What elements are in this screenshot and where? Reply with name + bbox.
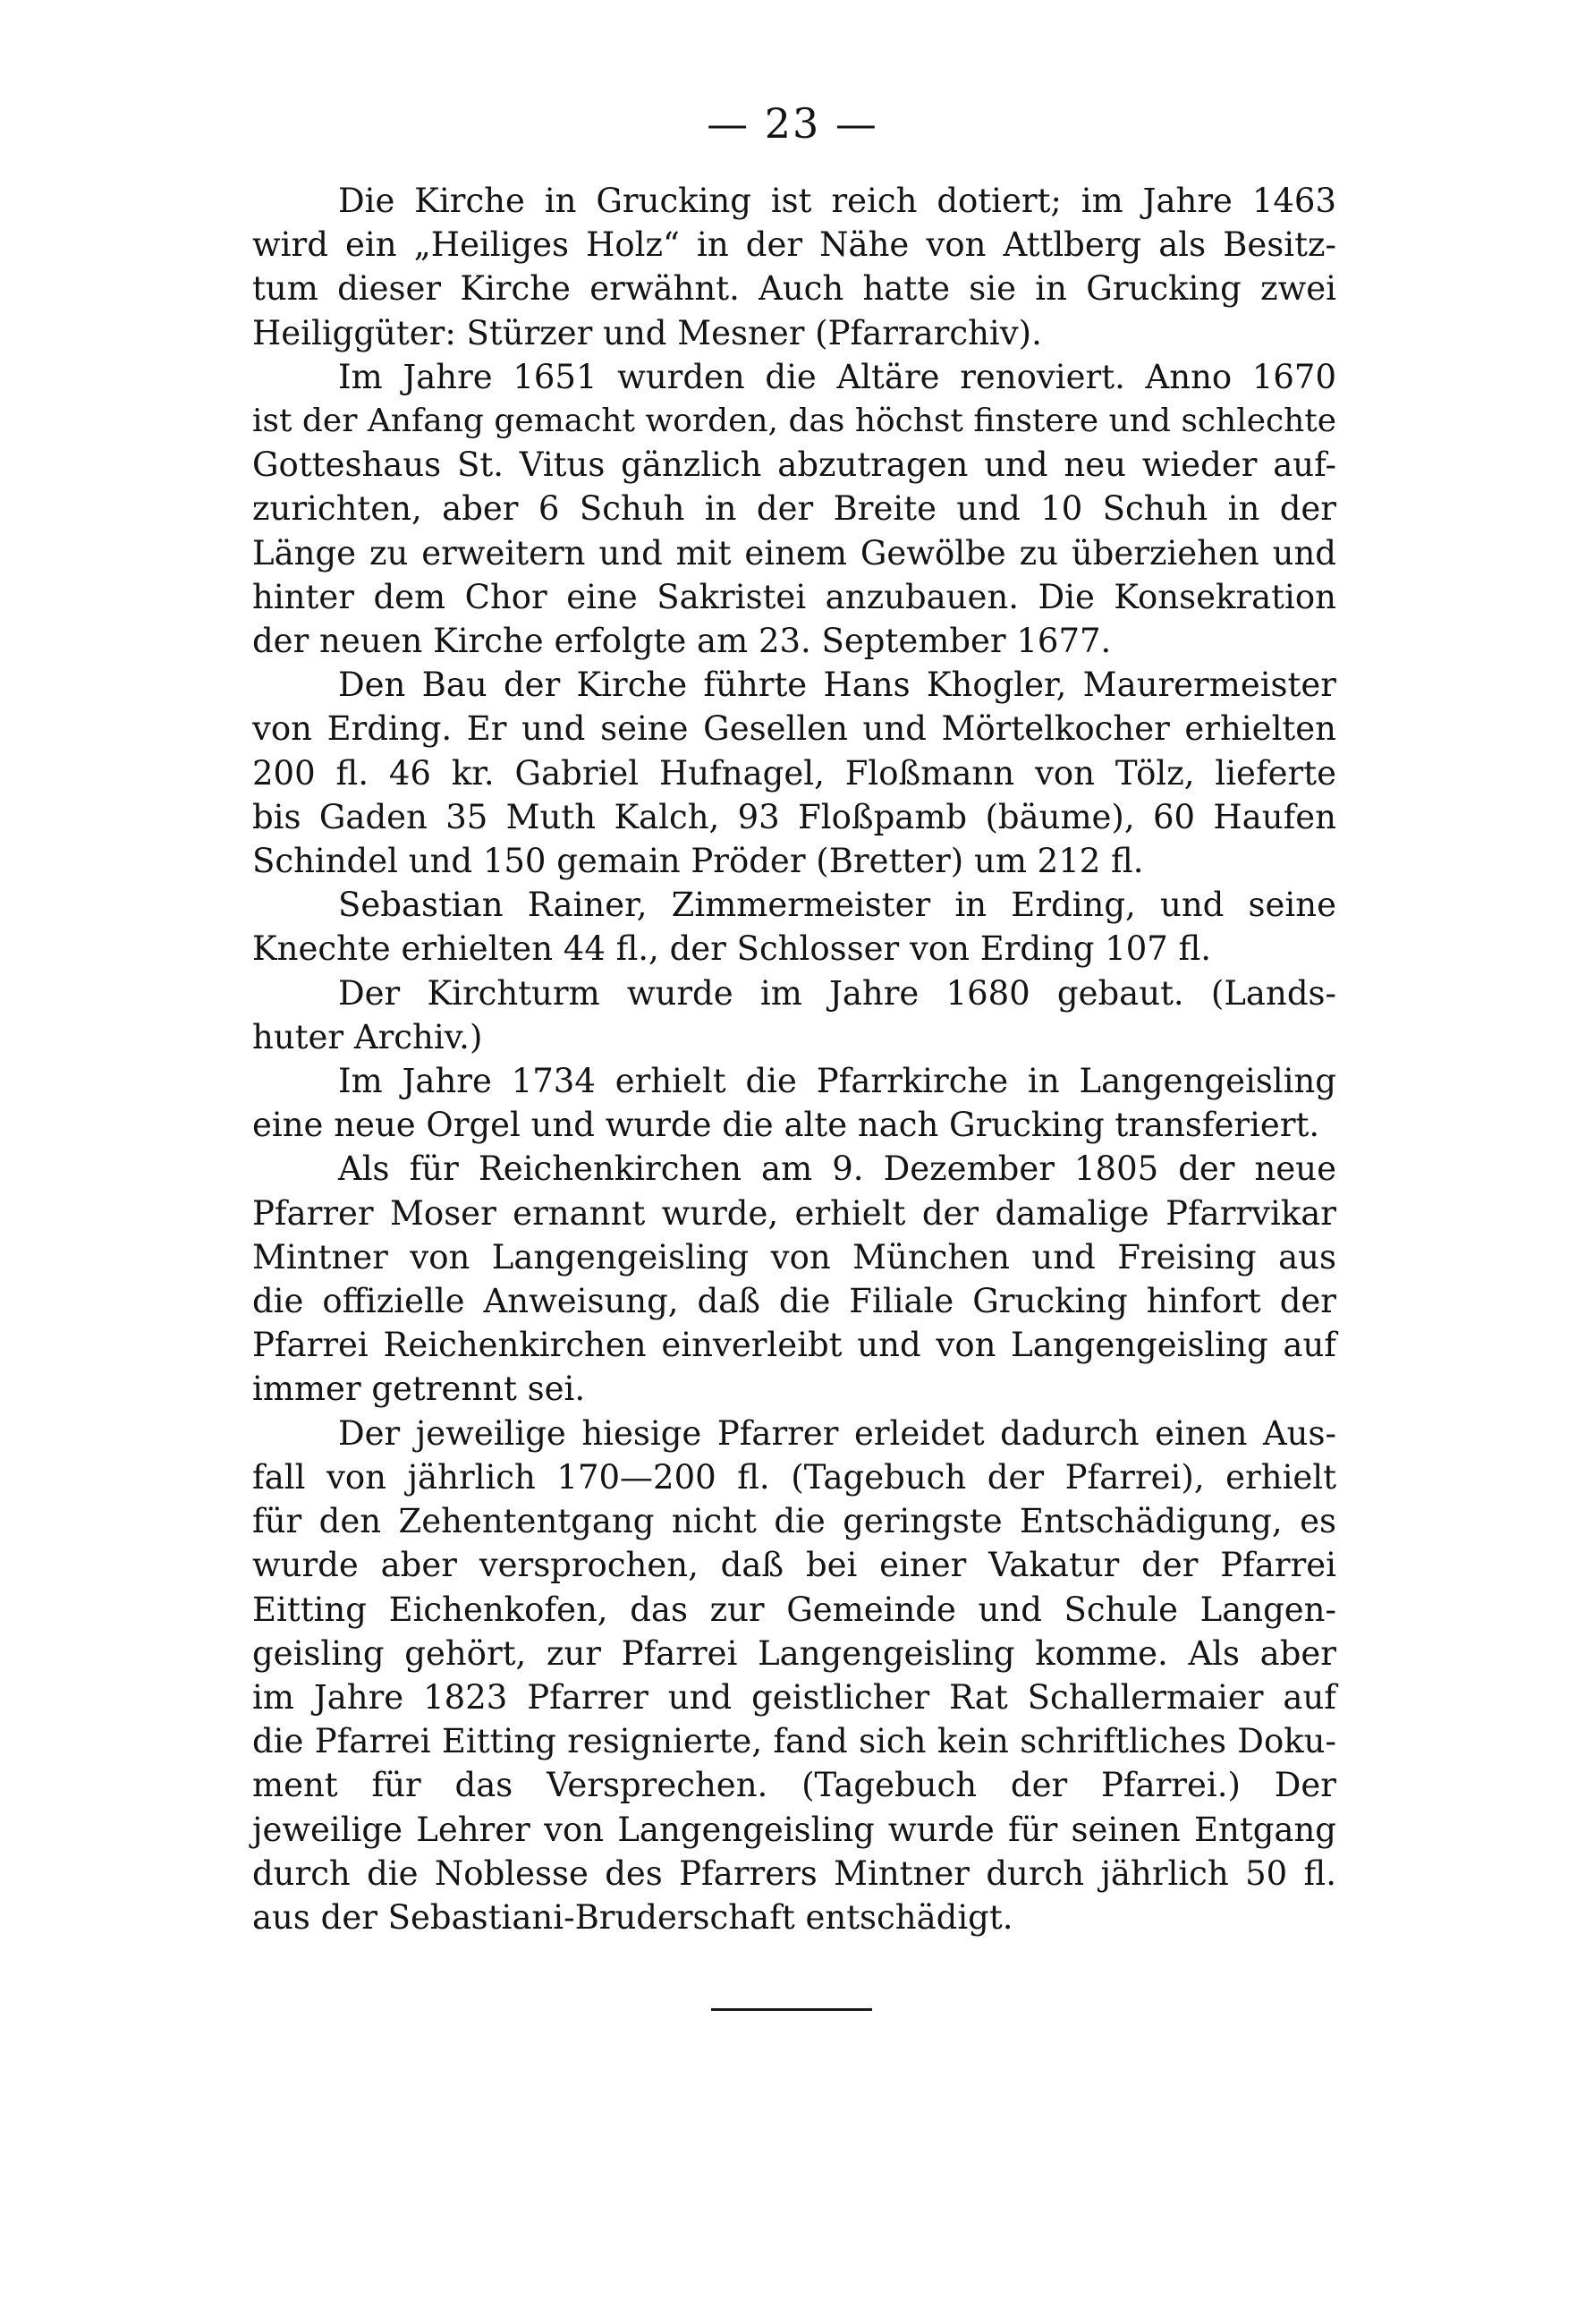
paragraph-8 bbox=[252, 1412, 1336, 1939]
text-line: von Erding. Er und seine Gesellen und Mörtelkocher erhielten bbox=[252, 709, 1336, 749]
text-line: Pfarrer Moser ernannt wurde, erhielt der damalige Pfarrvikar bbox=[252, 1193, 1336, 1233]
text-line: hinter dem Chor eine Sakristei anzubauen. Die Konsekration bbox=[252, 577, 1336, 616]
paragraph-6 bbox=[252, 1059, 1336, 1147]
text-line: eine neue Orgel und wurde die alte nach Grucking transferiert. bbox=[252, 1106, 1320, 1145]
body-text bbox=[252, 179, 1336, 1939]
paragraph-1 bbox=[252, 179, 1336, 355]
text-line: die Pfarrei Eitting resignierte, fand sich kein schriftliches Doku- bbox=[252, 1722, 1336, 1761]
text-line: Im Jahre 1651 wurden die Altäre renoviert. Anno 1670 bbox=[338, 357, 1336, 396]
text-line: immer getrennt sei. bbox=[252, 1370, 586, 1409]
text-line: Als für Reichenkirchen am 9. Dezember 1805 der neue bbox=[338, 1149, 1336, 1189]
text-line: Im Jahre 1734 erhielt die Pfarrkirche in Langengeisling bbox=[338, 1062, 1336, 1101]
end-rule bbox=[711, 2008, 872, 2011]
text-line: für den Zehententgang nicht die geringste Entschädigung, es bbox=[252, 1502, 1336, 1541]
text-line: Die Kirche in Grucking ist reich dotiert; im Jahre 1463 bbox=[338, 182, 1336, 220]
text-line: Eitting Eichenkofen, das zur Gemeinde und Schule Langen- bbox=[252, 1590, 1336, 1629]
text-line: Gotteshaus St. Vitus gänzlich abzutragen und neu wieder auf- bbox=[252, 445, 1336, 485]
text-line: Mintner von Langengeisling von München und Freising aus bbox=[252, 1237, 1336, 1277]
text-line: tum dieser Kirche erwähnt. Auch hatte sie in Grucking zwei bbox=[252, 269, 1336, 309]
paragraph-7 bbox=[252, 1147, 1336, 1411]
text-line: ment für das Versprechen. (Tagebuch der Pfarrei.) Der bbox=[252, 1766, 1336, 1805]
paragraph-4 bbox=[252, 883, 1336, 971]
text-line: aus der Sebastiani-Bruderschaft entschädigt. bbox=[252, 1897, 1013, 1937]
text-line: der neuen Kirche erfolgte am 23. September 1677. bbox=[252, 622, 1112, 661]
text-line: Der jeweilige hiesige Pfarrer erleidet dadurch einen Aus- bbox=[338, 1413, 1336, 1453]
text-line: die offizielle Anweisung, daß die Filiale Grucking hinfort der bbox=[252, 1282, 1336, 1321]
text-line: Schindel und 150 gemain Pröder (Bretter) um 212 fl. bbox=[252, 842, 1144, 881]
text-line: wurde aber versprochen, daß bei einer Vakatur der Pfarrei bbox=[252, 1546, 1336, 1585]
paragraph-3 bbox=[252, 663, 1336, 883]
text-line: zurichten, aber 6 Schuh in der Breite und 10 Schuh in der bbox=[252, 489, 1336, 529]
text-line: 200 fl. 46 kr. Gabriel Hufnagel, Floßmann von Tölz, lieferte bbox=[252, 753, 1336, 793]
text-line: Sebastian Rainer, Zimmermeister in Erding, und seine bbox=[338, 886, 1336, 925]
text-line: Der Kirchturm wurde im Jahre 1680 gebaut. (Lands- bbox=[338, 973, 1336, 1013]
text-line: fall von jährlich 170—200 fl. (Tagebuch der Pfarrei), erhielt bbox=[252, 1457, 1336, 1497]
text-line: Den Bau der Kirche führte Hans Khogler, Maurermeister bbox=[338, 666, 1336, 705]
text-line: Knechte erhielten 44 fl., der Schlosser von Erding 107 fl. bbox=[252, 929, 1212, 969]
paragraph-2 bbox=[252, 355, 1336, 663]
paragraph-5 bbox=[252, 971, 1336, 1059]
text-line: Pfarrei Reichenkirchen einverleibt und von Langengeisling auf bbox=[252, 1326, 1336, 1365]
text-line: geisling gehört, zur Pfarrei Langengeisling komme. Als aber bbox=[252, 1633, 1336, 1673]
text-line: ist der Anfang gemacht worden, das höchst finstere und schlechte bbox=[252, 403, 1336, 440]
text-line: im Jahre 1823 Pfarrer und geistlicher Rat Schallermaier auf bbox=[252, 1677, 1336, 1717]
text-line: wird ein „Heiliges Holz“ in der Nähe von Attlberg als Besitz- bbox=[252, 225, 1336, 265]
text-line: Länge zu erweitern und mit einem Gewölbe zu überziehen und bbox=[252, 533, 1336, 573]
text-line: huter Archiv.) bbox=[252, 1017, 483, 1056]
text-line: Heiliggüter: Stürzer und Mesner (Pfarrarchiv). bbox=[252, 313, 1042, 352]
text-line: jeweilige Lehrer von Langengeisling wurde für seinen Entgang bbox=[252, 1810, 1336, 1849]
text-line: durch die Noblesse des Pfarrers Mintner durch jährlich 50 fl. bbox=[252, 1853, 1336, 1893]
text-line: bis Gaden 35 Muth Kalch, 93 Floßpamb (bäume), 60 Haufen bbox=[252, 797, 1336, 836]
page-number: — 23 — bbox=[707, 99, 878, 148]
